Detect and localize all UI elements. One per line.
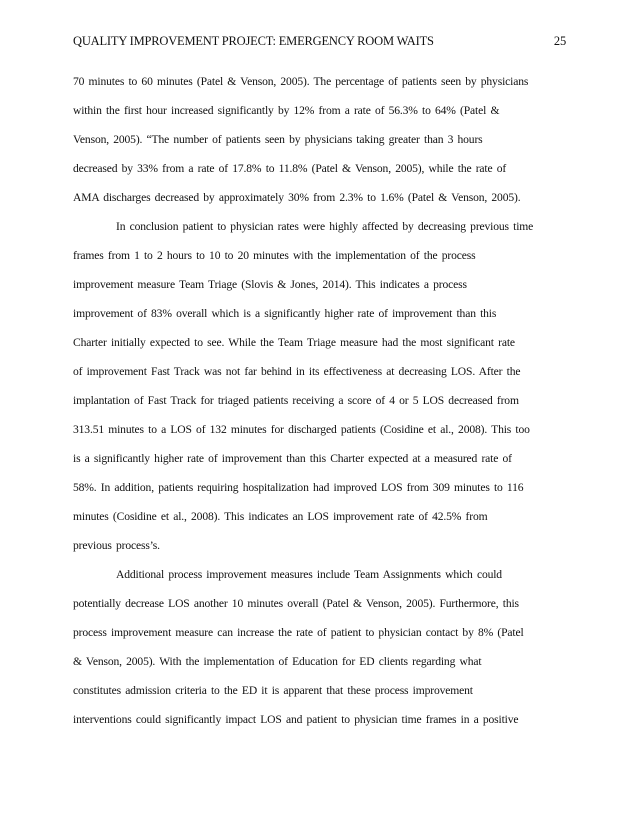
text-line: constitutes admission criteria to the ED it is apparent that these process improvement (73, 684, 473, 697)
paragraph-first-line: Additional process improvement measures include Team Assignments which could (116, 568, 502, 581)
text-line: improvement measure Team Triage (Slovis & Jones, 2014). This indicates a process (73, 278, 467, 291)
text-line: improvement of 83% overall which is a significantly higher rate of improvement than this (73, 307, 497, 320)
text-line: & Venson, 2005). With the implementation of Education for ED clients regarding what (73, 655, 482, 668)
running-head-title: QUALITY IMPROVEMENT PROJECT: EMERGENCY ROOM WAITS (73, 34, 434, 48)
text-line: potentially decrease LOS another 10 minutes overall (Patel & Venson, 2005). Furthermore, this (73, 597, 519, 610)
text-line: interventions could significantly impact LOS and patient to physician time frames in a positive (73, 713, 519, 726)
text-line: previous process’s. (73, 539, 160, 552)
text-line: Charter initially expected to see. While the Team Triage measure had the most significant rate (73, 336, 515, 349)
text-line: minutes (Cosidine et al., 2008). This indicates an LOS improvement rate of 42.5% from (73, 510, 488, 523)
text-line: 313.51 minutes to a LOS of 132 minutes for discharged patients (Cosidine et al., 2008). This too (73, 423, 530, 436)
text-line: 58%. In addition, patients requiring hospitalization had improved LOS from 309 minutes to 116 (73, 481, 524, 494)
text-line: process improvement measure can increase the rate of patient to physician contact by 8% (Patel (73, 626, 524, 639)
page-number: 25 (553, 34, 566, 48)
text-line: is a significantly higher rate of improvement than this Charter expected at a measured rate of (73, 452, 512, 465)
text-line: 70 minutes to 60 minutes (Patel & Venson, 2005). The percentage of patients seen by physicians (73, 75, 529, 88)
text-line: of improvement Fast Track was not far behind in its effectiveness at decreasing LOS. After the (73, 365, 521, 378)
paragraph-first-line: In conclusion patient to physician rates were highly affected by decreasing previous time (116, 220, 534, 233)
running-header (73, 34, 566, 52)
text-line: implantation of Fast Track for triaged patients receiving a score of 4 or 5 LOS decreased from (73, 394, 519, 407)
text-line: Venson, 2005). “The number of patients seen by physicians taking greater than 3 hours (73, 133, 483, 146)
text-line: within the first hour increased significantly by 12% from a rate of 56.3% to 64% (Patel & (73, 104, 500, 117)
text-line: frames from 1 to 2 hours to 10 to 20 minutes with the implementation of the process (73, 249, 476, 262)
text-line: decreased by 33% from a rate of 17.8% to 11.8% (Patel & Venson, 2005), while the rate of (73, 162, 507, 175)
text-line: AMA discharges decreased by approximately 30% from 2.3% to 1.6% (Patel & Venson, 2005). (73, 191, 521, 204)
